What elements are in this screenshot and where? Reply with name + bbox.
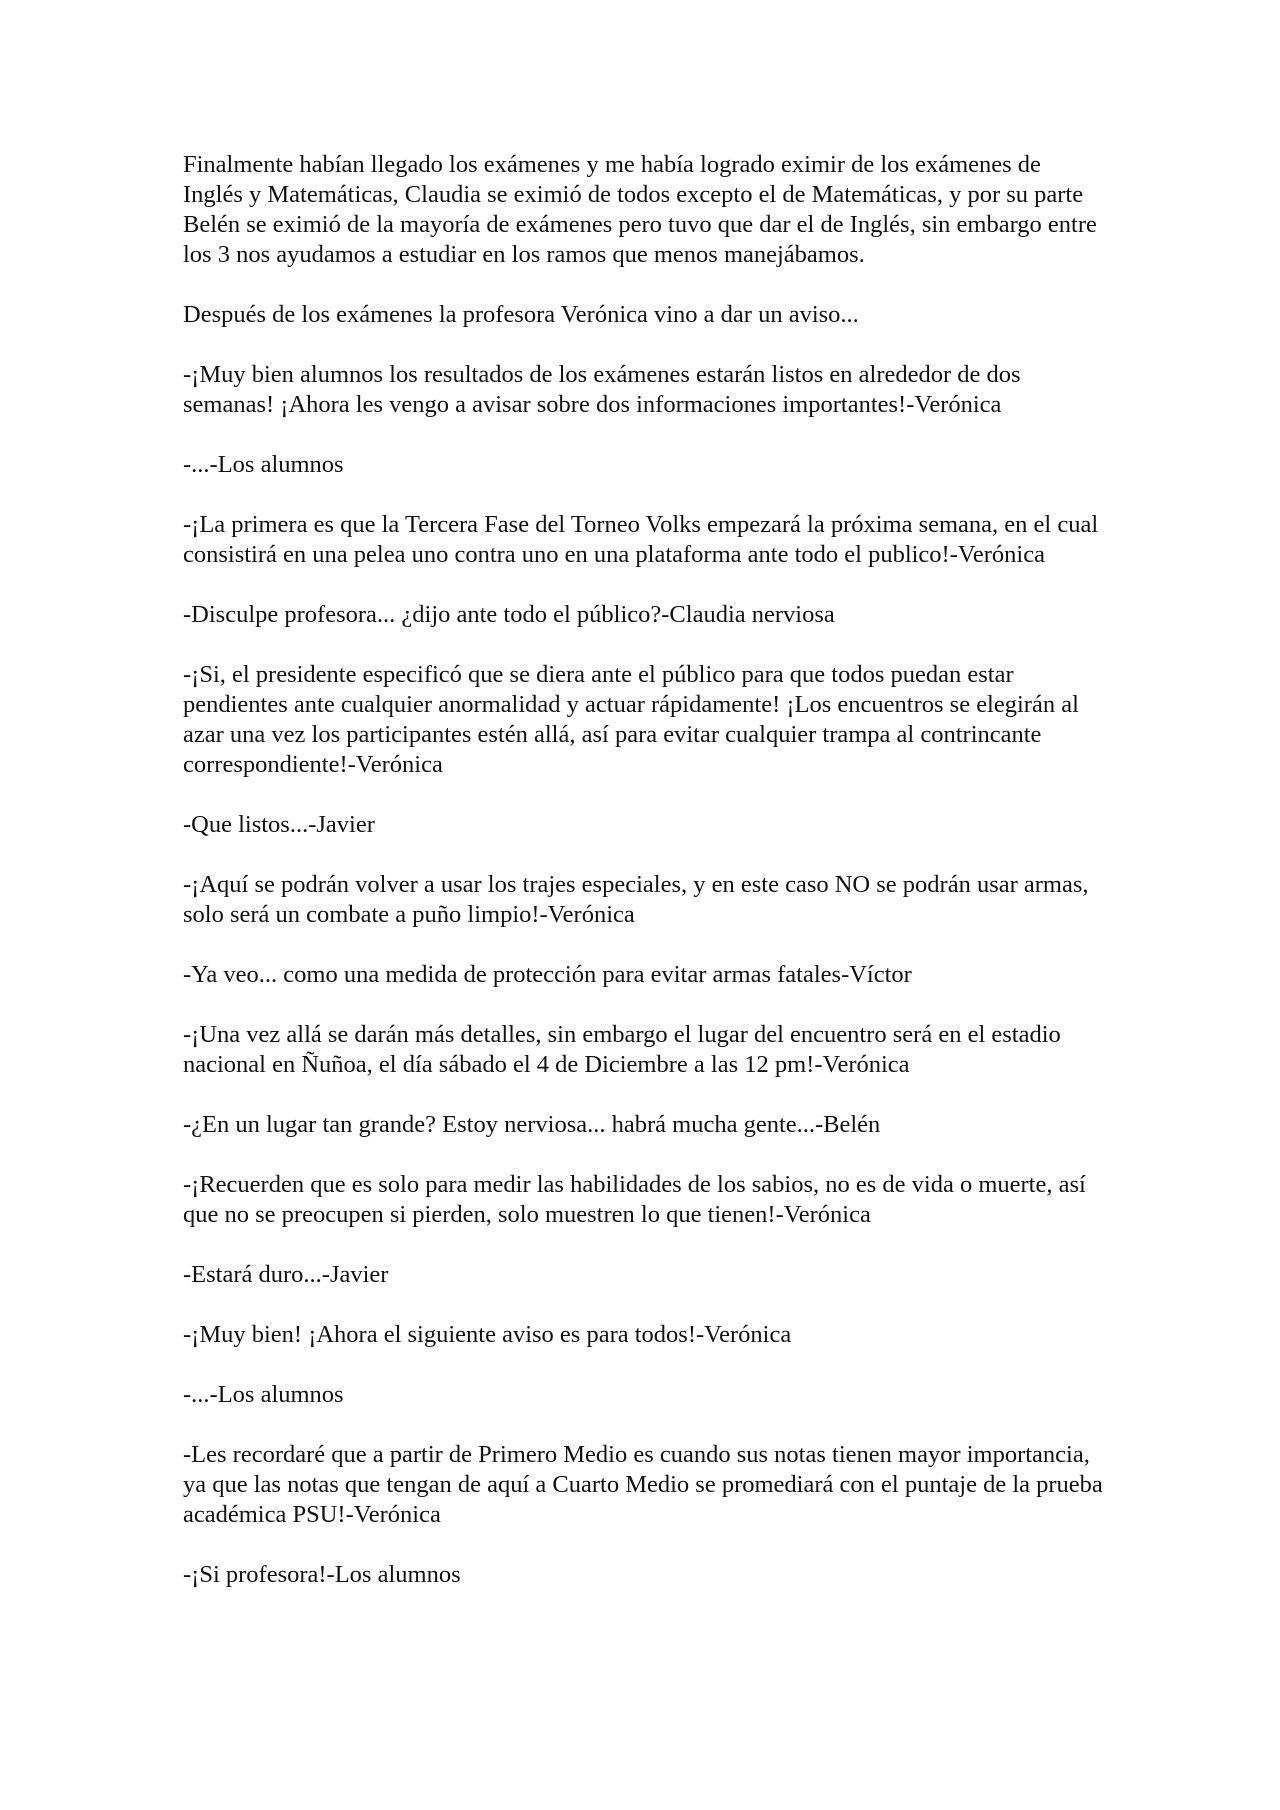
paragraph-dialogue: -Estará duro...-Javier: [183, 1261, 389, 1288]
paragraph-dialogue: -...-Los alumnos: [183, 1381, 344, 1408]
paragraph-dialogue: -¡Aquí se podrán volver a usar los trajes especiales, y en este caso NO se podrán usar armas, solo será un combate a puño limpio!-Verónica: [183, 871, 1089, 928]
paragraph-dialogue: -...-Los alumnos: [183, 451, 344, 478]
paragraph-dialogue: -¡Si, el presidente especificó que se diera ante el público para que todos puedan estar pendientes ante cualquier anormalidad y actuar rápidamente! ¡Los encuentros se elegirán al azar una vez los participantes estén allá, así para evitar cualquier trampa al contrincante correspondiente!-Verónica: [183, 661, 1079, 778]
paragraph-narration-after-exams: Después de los exámenes la profesora Verónica vino a dar un aviso...: [183, 301, 859, 328]
document-page: [183, 150, 1103, 1620]
paragraph-dialogue: -¡Muy bien! ¡Ahora el siguiente aviso es para todos!-Verónica: [183, 1321, 792, 1348]
paragraph-dialogue: -¡Recuerden que es solo para medir las habilidades de los sabios, no es de vida o muerte, así que no se preocupen si pierden, solo muestren lo que tienen!-Verónica: [183, 1171, 1086, 1228]
paragraph-dialogue: -Que listos...-Javier: [183, 811, 375, 838]
paragraph-dialogue: -¡Muy bien alumnos los resultados de los exámenes estarán listos en alrededor de dos semanas! ¡Ahora les vengo a avisar sobre dos informaciones importantes!-Verónica: [183, 361, 1021, 418]
paragraph-dialogue: -Les recordaré que a partir de Primero Medio es cuando sus notas tienen mayor importancia, ya que las notas que tengan de aquí a Cuarto Medio se promediará con el puntaje de la prueba académica PSU!-Verónica: [183, 1441, 1103, 1528]
paragraph-dialogue: -¡Una vez allá se darán más detalles, sin embargo el lugar del encuentro será en el estadio nacional en Ñuñoa, el día sábado el 4 de Diciembre a las 12 pm!-Verónica: [183, 1021, 1061, 1078]
paragraph-narration-exams: Finalmente habían llegado los exámenes y me había logrado eximir de los exámenes de Inglés y Matemáticas, Claudia se eximió de todos excepto el de Matemáticas, y por su parte Belén se eximió de la mayoría de exámenes pero tuvo que dar el de Inglés, sin embargo entre los 3 nos ayudamos a estudiar en los ramos que menos manejábamos.: [183, 151, 1097, 268]
paragraph-dialogue: -Disculpe profesora... ¿dijo ante todo el público?-Claudia nerviosa: [183, 601, 835, 628]
paragraph-dialogue: -¡La primera es que la Tercera Fase del Torneo Volks empezará la próxima semana, en el cual consistirá en una pelea uno contra uno en una plataforma ante todo el publico!-Verónica: [183, 511, 1099, 568]
paragraph-dialogue: -Ya veo... como una medida de protección para evitar armas fatales-Víctor: [183, 961, 912, 988]
paragraph-dialogue: -¿En un lugar tan grande? Estoy nerviosa... habrá mucha gente...-Belén: [183, 1111, 881, 1138]
paragraph-dialogue: -¡Si profesora!-Los alumnos: [183, 1561, 461, 1588]
